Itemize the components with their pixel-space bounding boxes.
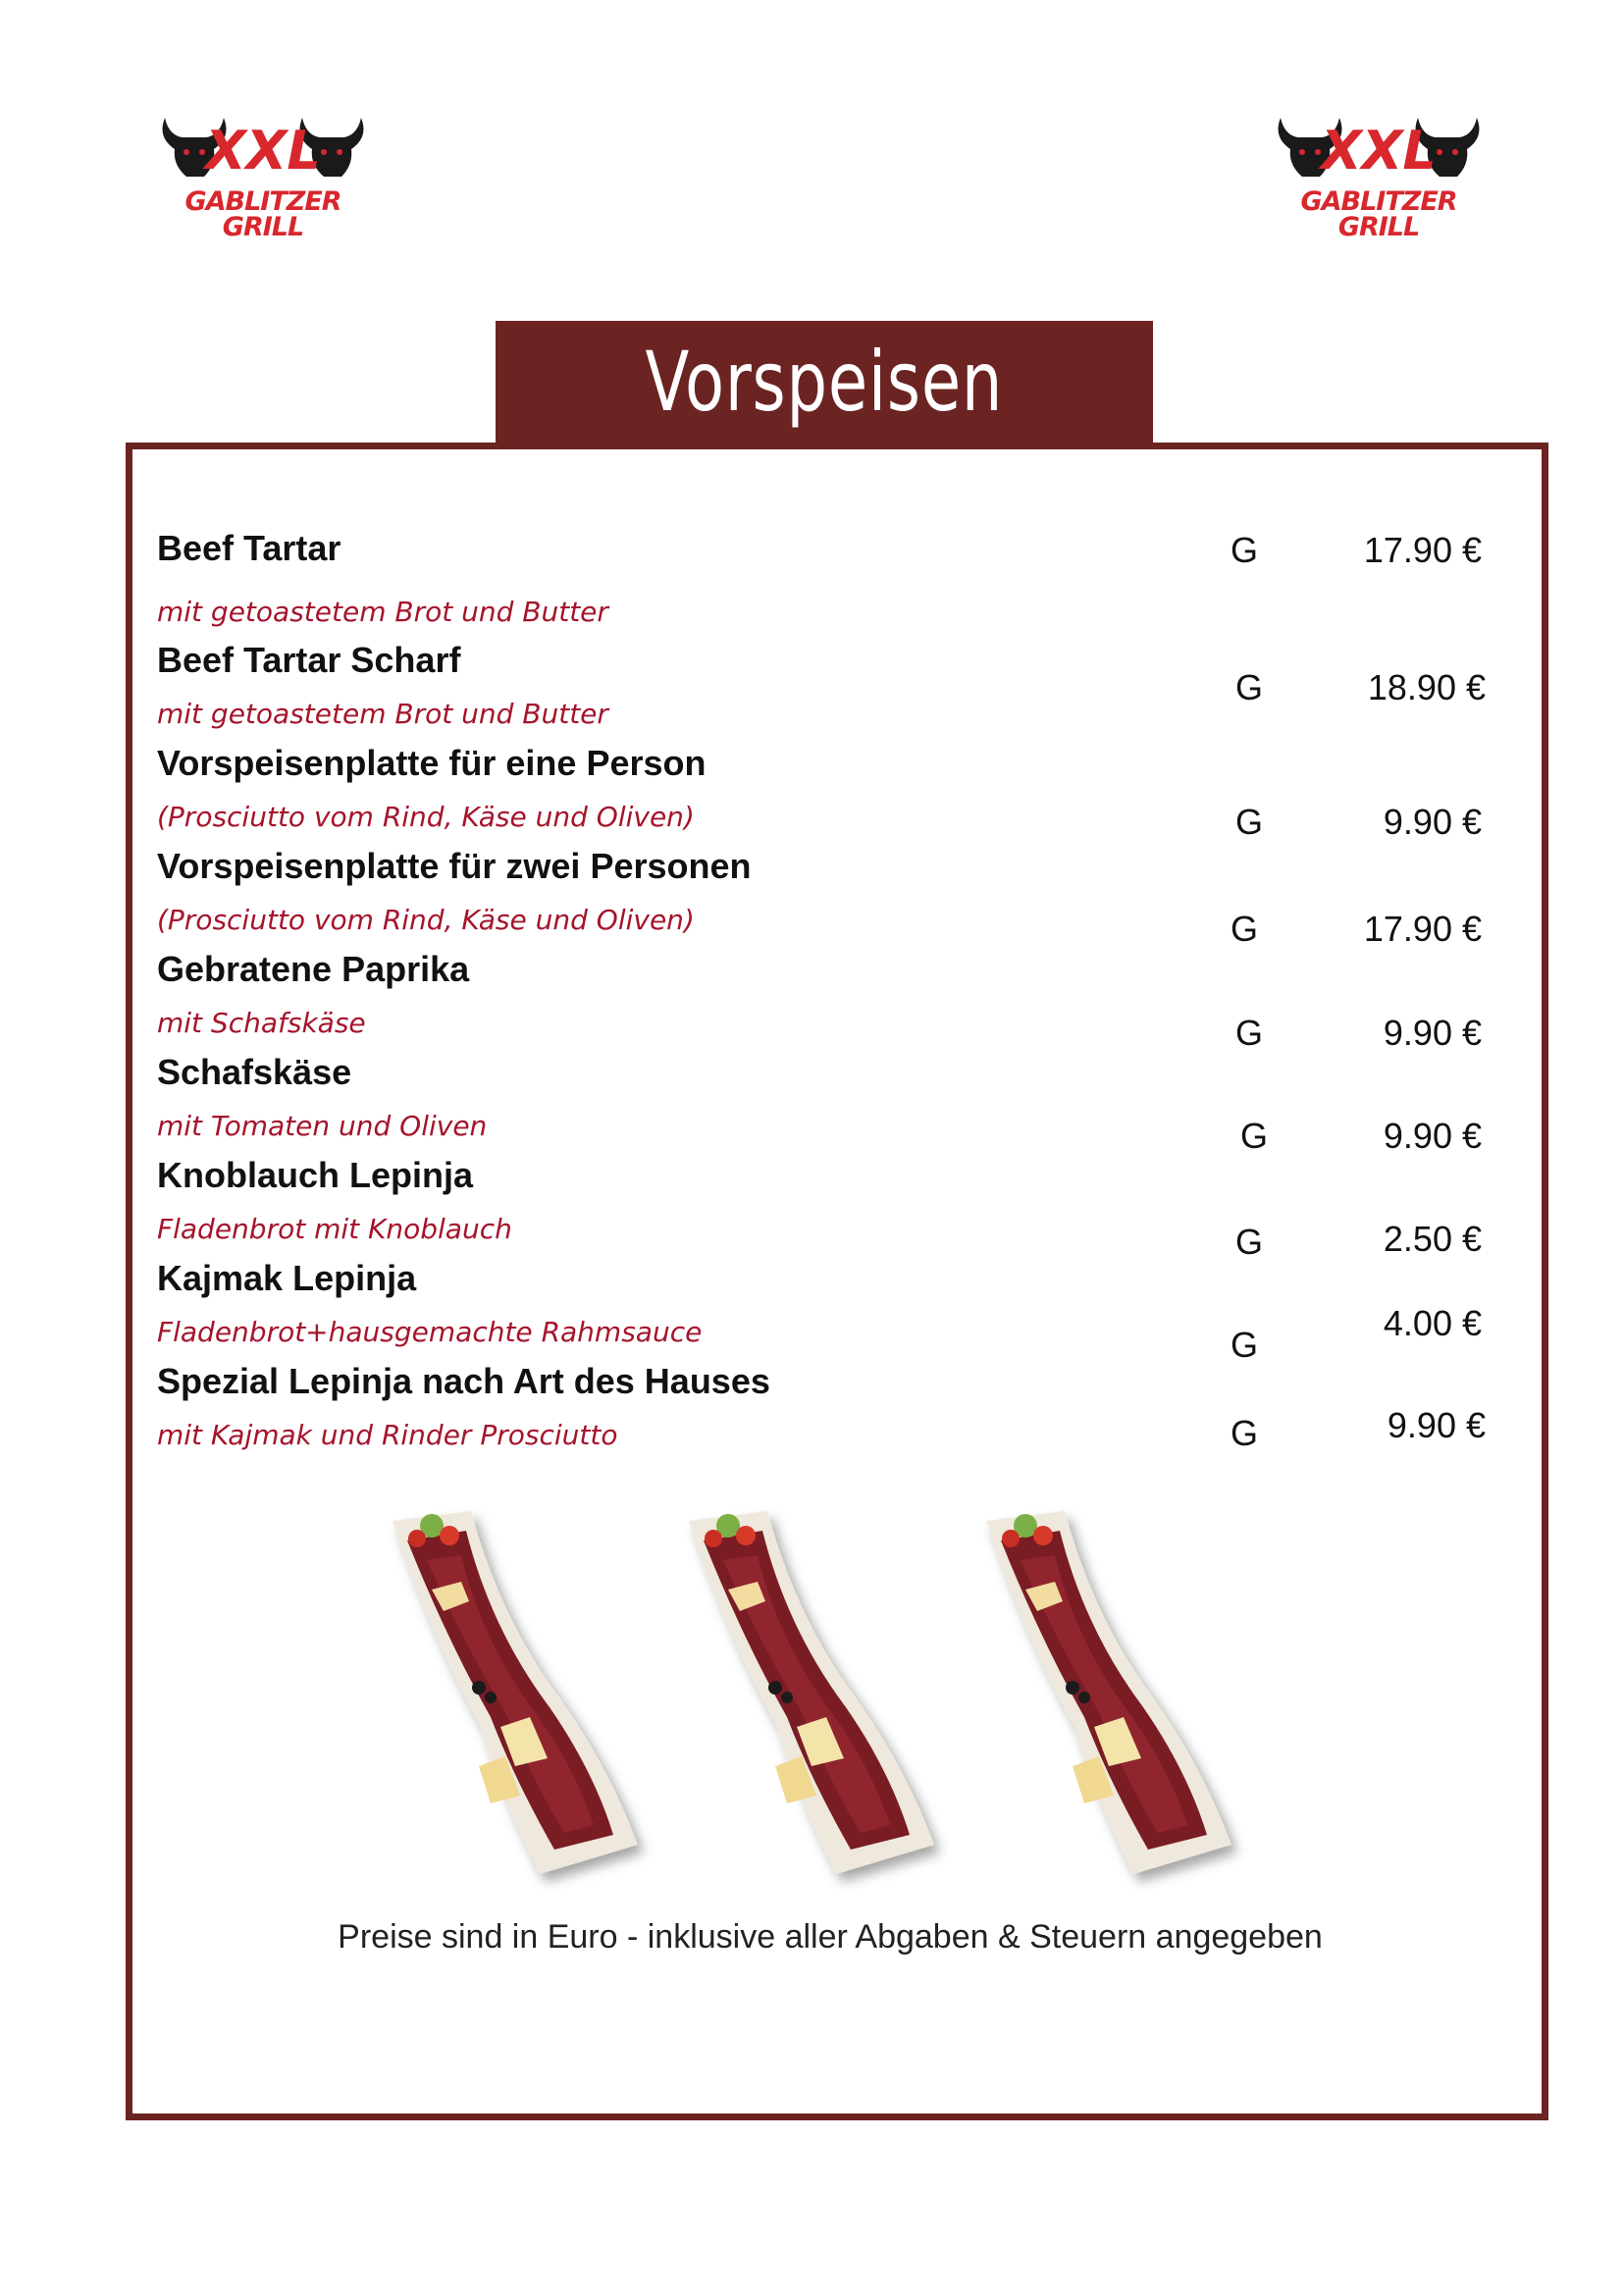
menu-item-name: Vorspeisenplatte für eine Person — [157, 743, 707, 783]
menu-item-name: Gebratene Paprika — [157, 949, 470, 989]
menu-item-price: 17.90 € — [1363, 909, 1482, 949]
platter-image-1 — [363, 1501, 657, 1904]
brand-logo-left — [155, 108, 371, 245]
bull-xxl-logo-icon — [1271, 108, 1487, 186]
menu-item-code: G — [1234, 1222, 1263, 1262]
menu-item-description: mit getoastetem Brot und Butter — [157, 698, 608, 730]
brand-line1: GABLITZER — [1300, 186, 1457, 217]
menu-item-name: Kajmak Lepinja — [157, 1258, 417, 1298]
menu-item-name: Beef Tartar Scharf — [157, 640, 461, 680]
menu-item-code: G — [1234, 667, 1263, 707]
menu-item-code: G — [1234, 802, 1263, 842]
menu-item-description: mit getoastetem Brot und Butter — [157, 596, 608, 628]
menu-item-description: (Prosciutto vom Rind, Käse und Oliven) — [157, 904, 695, 936]
menu-item-price: 9.90 € — [1383, 1013, 1482, 1053]
menu-item-description: mit Tomaten und Oliven — [157, 1110, 488, 1142]
menu-item-name: Vorspeisenplatte für zwei Personen — [157, 846, 752, 886]
menu-item-price: 9.90 € — [1387, 1405, 1486, 1445]
menu-item-code: G — [1234, 1013, 1263, 1053]
menu-item-code: G — [1239, 1116, 1268, 1156]
brand-line2: GRILL — [222, 212, 304, 242]
platter-image-3 — [957, 1501, 1251, 1904]
brand-line2: GRILL — [1337, 212, 1420, 242]
menu-item-description: mit Schafskäse — [157, 1007, 366, 1039]
menu-item-code: G — [1230, 1325, 1258, 1365]
menu-item-description: (Prosciutto vom Rind, Käse und Oliven) — [157, 801, 695, 833]
svg-text:XXL: XXL — [1321, 120, 1437, 182]
menu-item-price: 18.90 € — [1367, 667, 1486, 707]
bull-xxl-logo-icon — [155, 108, 371, 186]
menu-item-name: Spezial Lepinja nach Art des Hauses — [157, 1361, 770, 1401]
section-title: Vorspeisen — [645, 334, 1004, 430]
brand-logo-right — [1271, 108, 1487, 245]
menu-item-price: 9.90 € — [1383, 802, 1482, 842]
brand-line1: GABLITZER — [184, 186, 341, 217]
menu-item-price: 9.90 € — [1383, 1116, 1482, 1156]
menu-item-code: G — [1230, 1413, 1258, 1453]
menu-item-price: 17.90 € — [1363, 530, 1482, 570]
price-note: Preise sind in Euro - inklusive aller Abgaben & Steuern angegeben — [338, 1918, 1323, 1956]
section-title-banner — [496, 321, 1153, 443]
menu-item-description: Fladenbrot+hausgemachte Rahmsauce — [157, 1316, 703, 1348]
menu-item-name: Beef Tartar — [157, 528, 341, 568]
menu-item-description: Fladenbrot mit Knoblauch — [157, 1213, 512, 1245]
menu-item-name: Schafskäse — [157, 1052, 352, 1092]
menu-item-name: Knoblauch Lepinja — [157, 1155, 474, 1195]
menu-item-price: 2.50 € — [1383, 1219, 1482, 1259]
platter-image-2 — [659, 1501, 954, 1904]
menu-item-description: mit Kajmak und Rinder Prosciutto — [157, 1419, 618, 1451]
menu-item-price: 4.00 € — [1383, 1303, 1482, 1343]
menu-item-code: G — [1230, 530, 1258, 570]
menu-item-code: G — [1230, 909, 1258, 949]
svg-text:XXL: XXL — [205, 120, 321, 182]
